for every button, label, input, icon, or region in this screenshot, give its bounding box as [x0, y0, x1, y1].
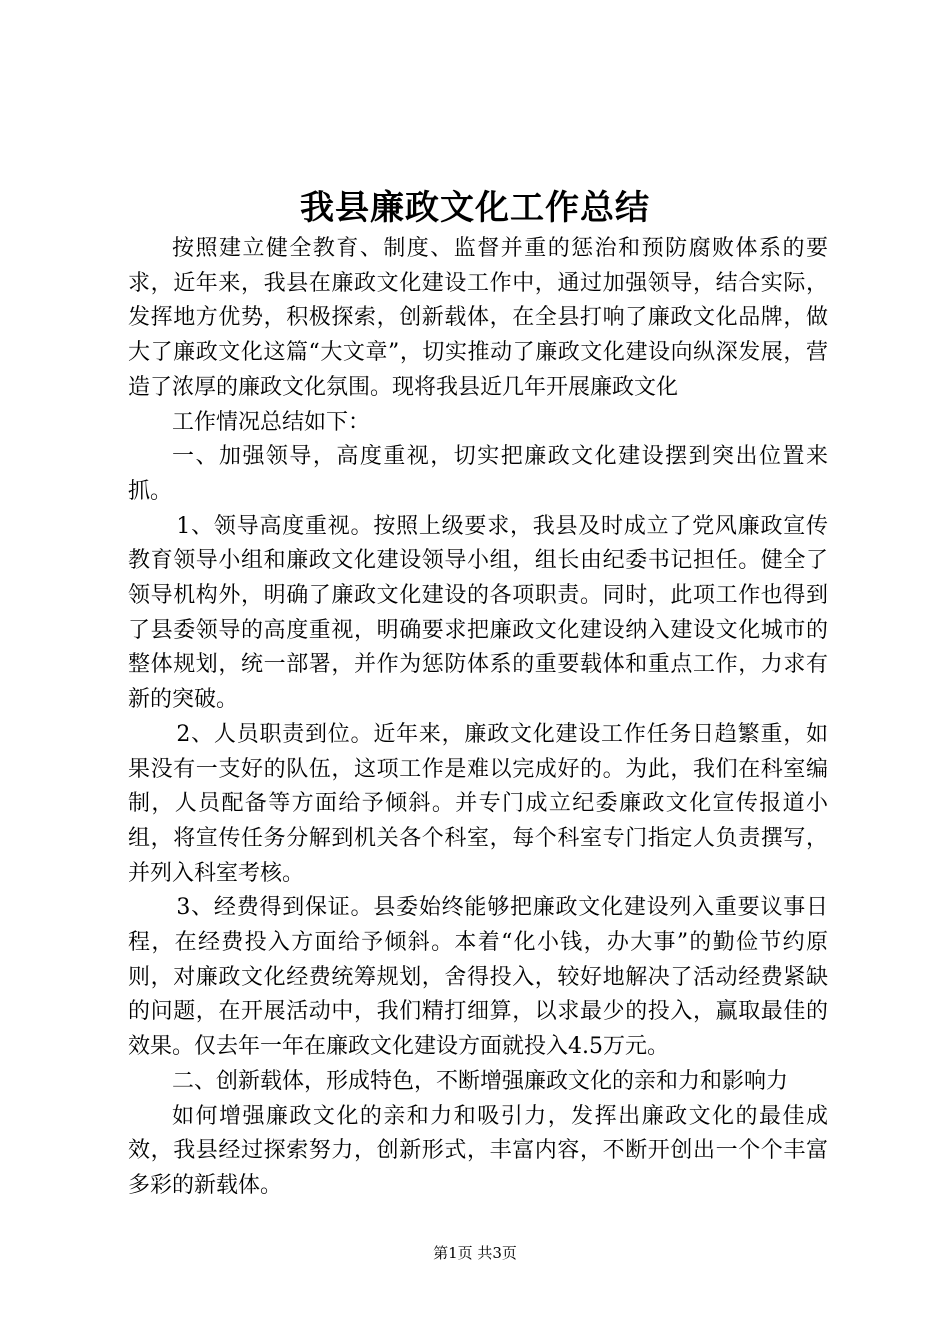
paragraph-item-3: 3、经费得到保证。县委始终能够把廉政文化建设列入重要议事日程，在经费投入方面给予倾斜。本着“化小钱，办大事”的勤俭节约原则，对廉政文化经费统筹规划，舍得投入，较好地解决了活动经费紧缺的问题，在开展活动中，我们精打细算，以求最少的投入，赢取最佳的效果。仅去年一年在廉政文化建设方面就投入4.5万元。: [128, 895, 828, 1060]
page-footer: 第1页 共3页: [433, 1244, 517, 1262]
paragraph-summary-lead: 工作情况总结如下：: [172, 409, 371, 435]
document-body: [128, 232, 828, 1204]
document-title: 我县廉政文化工作总结: [300, 188, 650, 228]
paragraph-item-1: 1、领导高度重视。按照上级要求，我县及时成立了党风廉政宣传教育领导小组和廉政文化建设领导小组，组长由纪委书记担任。健全了领导机构外，明确了廉政文化建设的各项职责。同时，此项工作也得到了县委领导的高度重视，明确要求把廉政文化建设纳入建设文化城市的整体规划，统一部署，并作为惩防体系的重要载体和重点工作，力求有新的突破。: [128, 513, 828, 713]
section-heading-two: 二、创新载体，形成特色，不断增强廉政文化的亲和力和影响力: [172, 1068, 789, 1094]
paragraph-section-two: 如何增强廉政文化的亲和力和吸引力，发挥出廉政文化的最佳成效，我县经过探索努力，创新形式，丰富内容，不断开创出一个个丰富多彩的新载体。: [128, 1103, 828, 1198]
paragraph-intro: 按照建立健全教育、制度、监督并重的惩治和预防腐败体系的要求，近年来，我县在廉政文化建设工作中，通过加强领导，结合实际，发挥地方优势，积极探索，创新载体，在全县打响了廉政文化品牌，做大了廉政文化这篇“大文章”，切实推动了廉政文化建设向纵深发展，营造了浓厚的廉政文化氛围。现将我县近几年开展廉政文化: [128, 236, 828, 400]
paragraph-item-2: 2、人员职责到位。近年来，廉政文化建设工作任务日趋繁重，如果没有一支好的队伍，这项工作是难以完成好的。为此，我们在科室编制，人员配备等方面给予倾斜。并专门成立纪委廉政文化宣传报道小组，将宣传任务分解到机关各个科室，每个科室专门指定人负责撰写，并列入科室考核。: [128, 721, 828, 886]
section-heading-one: 一、加强领导，高度重视，切实把廉政文化建设摆到突出位置来抓。: [128, 444, 828, 504]
